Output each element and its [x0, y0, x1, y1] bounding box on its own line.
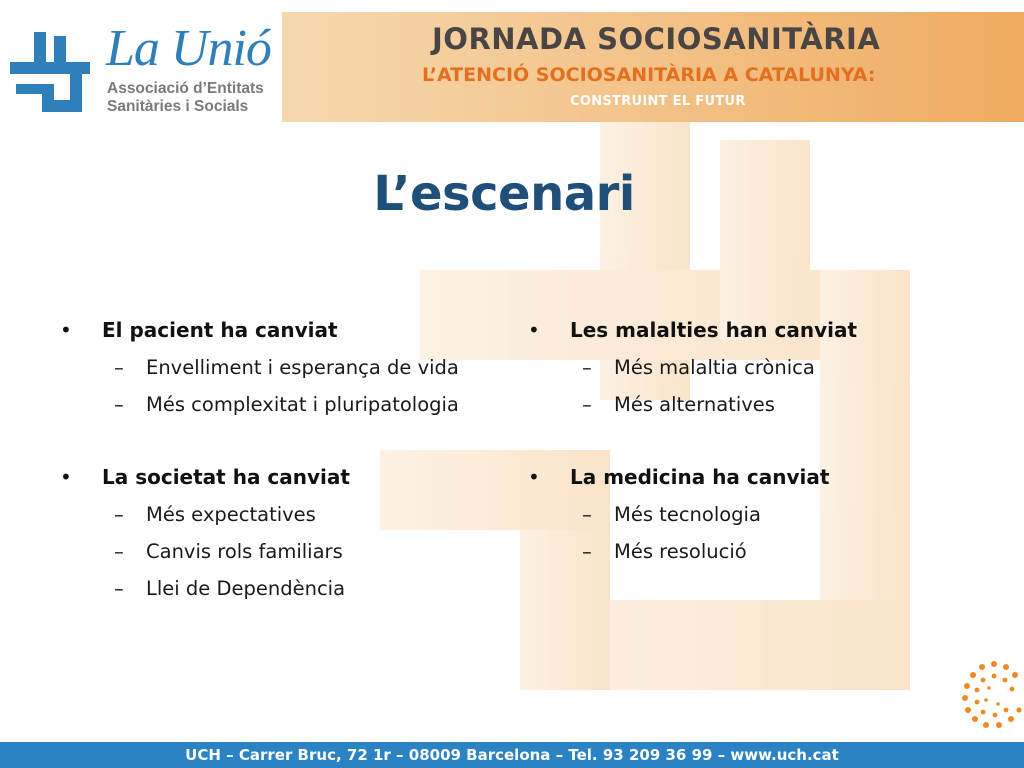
logo-subtitle	[107, 80, 264, 116]
logo-subtitle-line2: Sanitàries i Socials	[107, 98, 249, 115]
footer	[0, 742, 1024, 768]
bullet-item: – Llei de Dependència	[58, 570, 498, 607]
bullet-item: – Més malaltia crònica	[526, 349, 966, 386]
bullet-item: – Més expectatives	[58, 496, 498, 533]
bullet-group	[58, 459, 498, 607]
page-title: L’escenari	[373, 166, 635, 222]
bullet-item: – Més alternatives	[526, 386, 966, 423]
logo	[0, 0, 282, 122]
bullet-heading: • Les malalties han canviat	[526, 312, 966, 349]
left-column	[58, 312, 498, 643]
logo-subtitle-line1: Associació d’Entitats	[107, 80, 264, 97]
bullet-item: – Canvis rols familiars	[58, 533, 498, 570]
banner-subtitle: L’ATENCIÓ SOCIOSANITÀRIA A CATALUNYA:	[422, 64, 876, 86]
bullet-item: – Envelliment i esperança de vida	[58, 349, 498, 386]
logo-title: La Unió	[106, 20, 271, 77]
bullet-group	[526, 459, 966, 570]
bullet-heading: • El pacient ha canviat	[58, 312, 498, 349]
bullet-item: – Més resolució	[526, 533, 966, 570]
bullet-item: – Més complexitat i pluripatologia	[58, 386, 498, 423]
dotted-circle-icon	[956, 658, 1024, 730]
header-banner	[282, 12, 1024, 122]
bullet-group	[526, 312, 966, 423]
banner-tagline: CONSTRUINT EL FUTUR	[570, 94, 746, 109]
la-unio-logo-icon	[6, 28, 94, 116]
banner-title: JORNADA SOCIOSANITÀRIA	[432, 22, 881, 56]
right-column	[526, 312, 966, 606]
bullet-item: – Més tecnologia	[526, 496, 966, 533]
bullet-group	[58, 312, 498, 423]
bullet-heading: • La medicina ha canviat	[526, 459, 966, 496]
footer-text: UCH – Carrer Bruc, 72 1r – 08009 Barcelona – Tel. 93 209 36 99 – www.uch.cat	[185, 746, 839, 764]
bullet-heading: • La societat ha canviat	[58, 459, 498, 496]
